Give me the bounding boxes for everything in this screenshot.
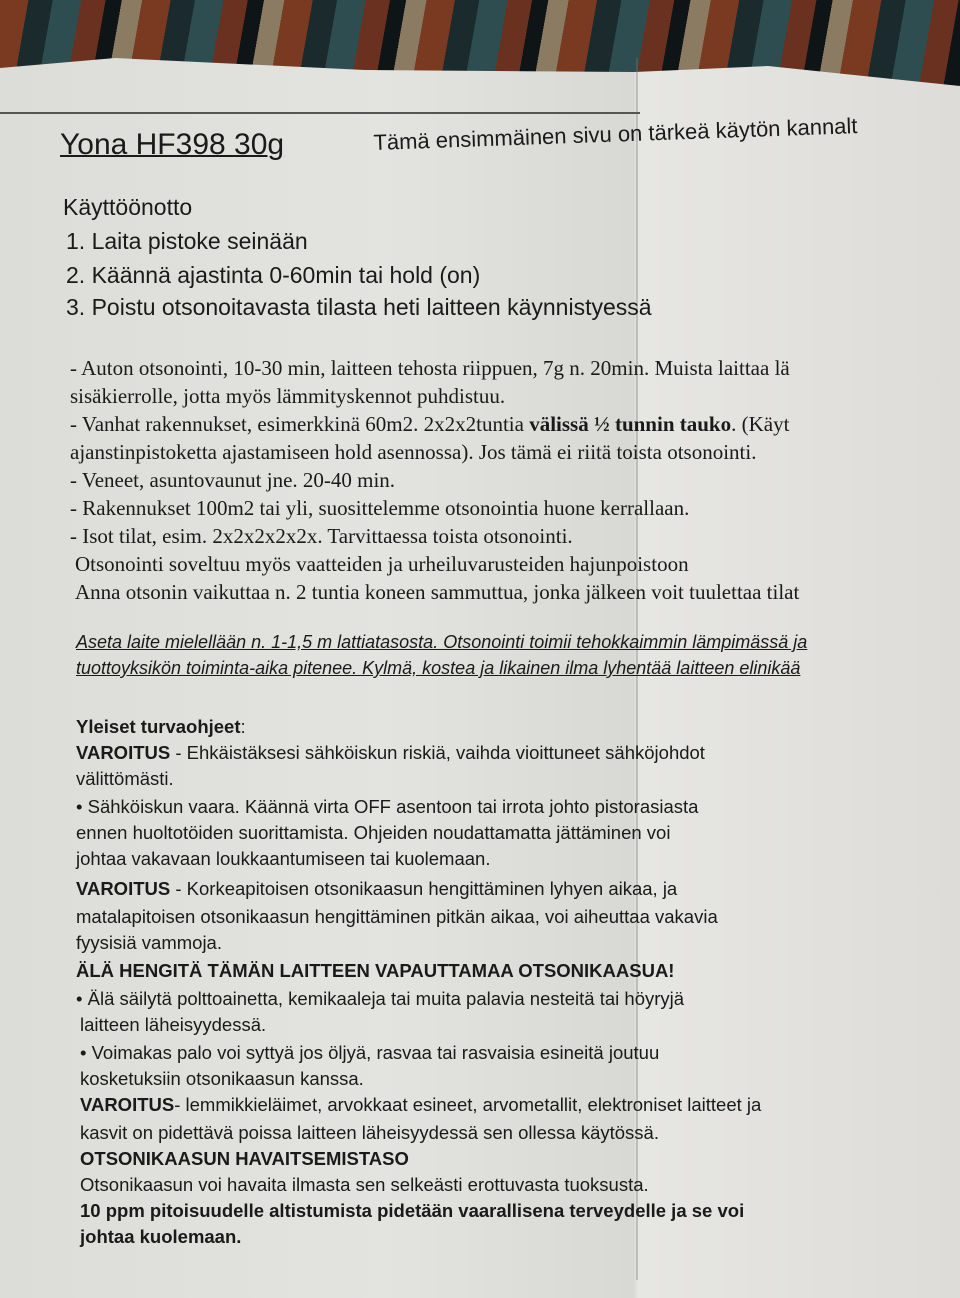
- usage-car-2: sisäkierrolle, jotta myös lämmityskennot puhdistuu.: [70, 384, 506, 408]
- usage-wait: Anna otsonin vaikuttaa n. 2 tuntia koneen sammuttua, jonka jälkeen voit tuulettaa tilat: [75, 580, 800, 604]
- bullet-1-l2: ennen huoltotöiden suorittamista. Ohjeiden noudattamatta jättäminen voi: [76, 822, 671, 843]
- safety-heading: [76, 716, 246, 738]
- usage-boats: - Veneet, asuntovaunut jne. 20-40 min.: [70, 468, 396, 492]
- bullet-3-l1: • Voimakas palo voi syttyä jos öljyä, rasvaa tai rasvaisia esineitä joutuu: [80, 1042, 660, 1063]
- setup-step-2: 2. Käännä ajastinta 0-60min tai hold (on): [66, 262, 481, 288]
- ppm-warning-l1: 10 ppm pitoisuudelle altistumista pidetään vaarallisena terveydelle ja se voi: [80, 1200, 745, 1221]
- warning-label: VAROITUS: [76, 878, 171, 899]
- setup-step-1: 1. Laita pistoke seinään: [66, 228, 308, 254]
- detection-text: Otsonikaasun voi havaita ilmasta sen selkeästi erottuvasta tuoksusta.: [80, 1174, 649, 1195]
- warning-label: VAROITUS: [80, 1094, 175, 1115]
- usage-old-buildings-2: ajanstinpistoketta ajastamiseen hold asennossa). Jos tämä ei riitä toista otsonointi.: [70, 440, 757, 464]
- warning-3-l2: kasvit on pidettävä poissa laitteen läheisyydessä sen ollessa käytössä.: [80, 1122, 659, 1143]
- warning-2-l3: fyysisiä vammoja.: [76, 932, 222, 953]
- setup-step-3: 3. Poistu otsonoitavasta tilasta heti laitteen käynnistyessä: [66, 294, 652, 320]
- usage-large-spaces: - Isot tilat, esim. 2x2x2x2x2x. Tarvittaessa toista otsonointi.: [70, 524, 573, 548]
- placement-note-2: tuottoyksikön toiminta-aika pitenee. Kylmä, kostea ja likainen ilma lyhentää laitteen elinikää: [76, 658, 801, 678]
- usage-old-buildings-1: [70, 412, 789, 437]
- do-not-breathe-warning: ÄLÄ HENGITÄ TÄMÄN LAITTEEN VAPAUTTAMAA OTSONIKAASUA!: [76, 960, 675, 981]
- warning-3: [80, 1094, 761, 1116]
- warning-label: VAROITUS: [76, 742, 171, 763]
- bullet-3-l2: kosketuksiin otsonikaasun kanssa.: [80, 1068, 364, 1089]
- safety-heading-text: Yleiset turvaohjeet: [76, 716, 241, 737]
- subtitle: Tämä ensimmäinen sivu on tärkeä käytön kannalt: [373, 113, 858, 155]
- pause-emphasis: välissä ½ tunnin tauko: [529, 412, 732, 436]
- warning-1-cont: välittömästi.: [76, 768, 174, 789]
- colon: :: [240, 716, 246, 737]
- warning-2: [76, 878, 677, 900]
- detection-heading: OTSONIKAASUN HAVAITSEMISTASO: [80, 1148, 409, 1169]
- bullet-1-l1: • Sähköiskun vaara. Käännä virta OFF asentoon tai irrota johto pistorasiasta: [76, 796, 699, 817]
- warning-1: [76, 742, 705, 764]
- usage-text: . (Käyt: [731, 412, 790, 436]
- bullet-1-l3: johtaa vakavaan loukkaantumiseen tai kuolemaan.: [76, 848, 491, 869]
- warning-text: - Ehkäistäksesi sähköiskun riskiä, vaihda vioittuneet sähköjohdot: [170, 742, 705, 763]
- ppm-warning-l2: johtaa kuolemaan.: [80, 1226, 242, 1247]
- bullet-2-l2: laitteen läheisyydessä.: [80, 1014, 267, 1035]
- warning-text: - lemmikkieläimet, arvokkaat esineet, arvometallit, elektroniset laitteet ja: [174, 1094, 762, 1115]
- placement-note-1: Aseta laite mielellään n. 1-1,5 m lattiatasosta. Otsonointi toimii tehokkaimmin lämpimässä ja: [76, 632, 808, 652]
- usage-buildings-100: - Rakennukset 100m2 tai yli, suosittelemme otsonointia huone kerrallaan.: [70, 496, 690, 520]
- warning-text: - Korkeapitoisen otsonikaasun hengittäminen lyhyen aikaa, ja: [170, 878, 678, 899]
- usage-text: - Vanhat rakennukset, esimerkkinä 60m2. 2x2x2tuntia: [70, 412, 530, 436]
- setup-heading: Käyttöönotto: [63, 194, 193, 220]
- bullet-2-l1: • Älä säilytä polttoainetta, kemikaaleja tai muita palavia nesteitä tai höyryjä: [76, 988, 685, 1009]
- product-title: Yona HF398 30g: [60, 128, 285, 161]
- warning-2-l2: matalapitoisen otsonikaasun hengittäminen pitkän aikaa, voi aiheuttaa vakavia: [76, 906, 718, 927]
- usage-clothes: Otsonointi soveltuu myös vaatteiden ja urheiluvarusteiden hajunpoistoon: [75, 552, 689, 576]
- usage-car-1: - Auton otsonointi, 10-30 min, laitteen tehosta riippuen, 7g n. 20min. Muista laittaa lä: [70, 356, 790, 380]
